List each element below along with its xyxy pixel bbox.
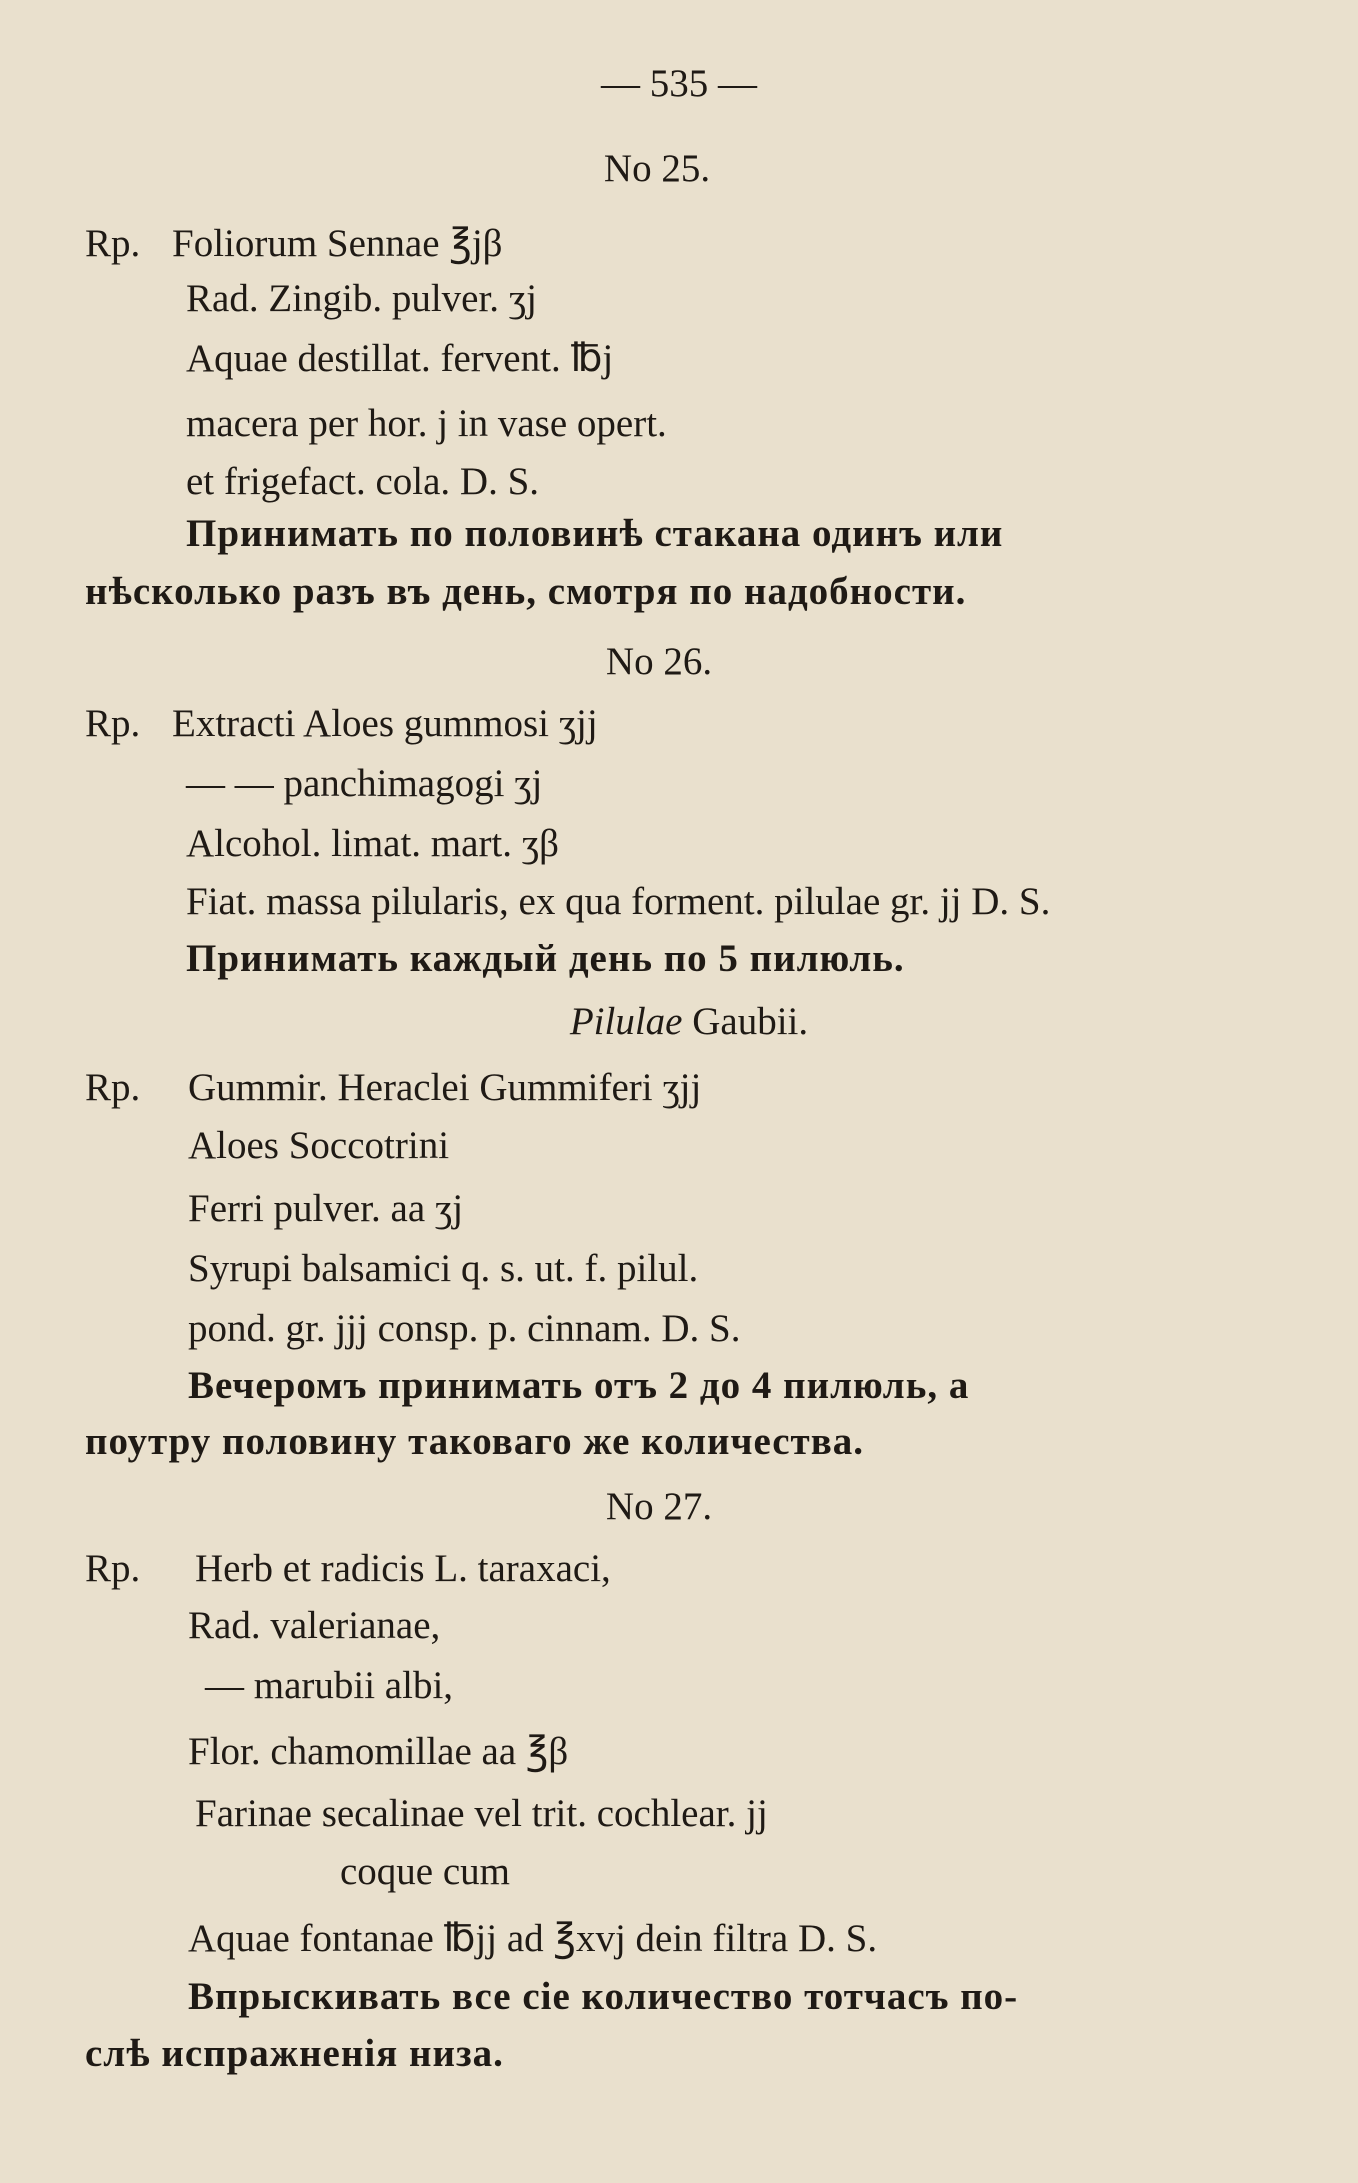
prescription-line: Flor. chamomillae aa ℥β (188, 1730, 569, 1773)
page-number: — 535 — (601, 62, 757, 105)
recipe-prefix: Rp. (85, 1547, 141, 1590)
prescription-line: Farinae secalinae vel trit. cochlear. jj (195, 1792, 768, 1835)
prescription-line: coque cum (340, 1850, 511, 1893)
instruction-line: Вечеромъ принимать отъ 2 до 4 пилюль, а (188, 1364, 970, 1407)
instruction-line: Впрыскивать все сіе количество тотчасъ по- (188, 1975, 1019, 2018)
prescription-line: Fiat. massa pilularis, ex qua forment. pilulae gr. jj D. S. (186, 880, 1051, 923)
prescription-line: macera per hor. j in vase opert. (186, 402, 667, 445)
recipe-heading: No 26. (605, 640, 713, 683)
prescription-line: Aquae fontanae ℔jj ad ℥xvj dein filtra D. S. (188, 1917, 878, 1960)
prescription-line: Foliorum Sennae ℥jβ (172, 222, 503, 265)
prescription-line: pond. gr. jjj consp. p. cinnam. D. S. (188, 1307, 741, 1350)
instruction-line: Принимать каждый день по 5 пилюль. (186, 937, 905, 980)
prescription-line: — — panchimagogi ʒj (186, 762, 543, 805)
prescription-line: Ferri pulver. aa ʒj (188, 1187, 464, 1230)
recipe-prefix: Rp. (85, 1066, 141, 1109)
prescription-line: Aquae destillat. fervent. ℔j (186, 337, 614, 380)
instruction-line: Принимать по половинѣ стакана одинъ или (186, 512, 1004, 555)
prescription-line: Herb et radicis L. taraxaci, (195, 1547, 611, 1590)
prescription-line: Rad. Zingib. pulver. ʒj (186, 277, 537, 320)
recipe-heading: No 25. (603, 147, 711, 190)
recipe-prefix: Rp. (85, 222, 141, 265)
prescription-line: et frigefact. cola. D. S. (186, 460, 540, 503)
instruction-line: нѣсколько разъ въ день, смотря по надобности. (85, 570, 967, 613)
prescription-line: Alcohol. limat. mart. ʒβ (186, 822, 559, 865)
prescription-line: Aloes Soccotrini (188, 1124, 450, 1167)
prescription-line: Extracti Aloes gummosi ʒjj (172, 702, 598, 745)
recipe-heading: No 27. (605, 1485, 713, 1528)
instruction-line: поутру половину таковаго же количества. (85, 1420, 865, 1463)
recipe-prefix: Rp. (85, 702, 141, 745)
prescription-line: — marubii albi, (205, 1664, 454, 1707)
recipe-heading: Pilulae Gaubii. (569, 1000, 809, 1043)
prescription-line: Syrupi balsamici q. s. ut. f. pilul. (188, 1247, 699, 1290)
prescription-line: Rad. valerianae, (188, 1604, 441, 1647)
instruction-line: слѣ испражненія низа. (85, 2032, 504, 2075)
prescription-line: Gummir. Heraclei Gummiferi ʒjj (188, 1066, 702, 1109)
